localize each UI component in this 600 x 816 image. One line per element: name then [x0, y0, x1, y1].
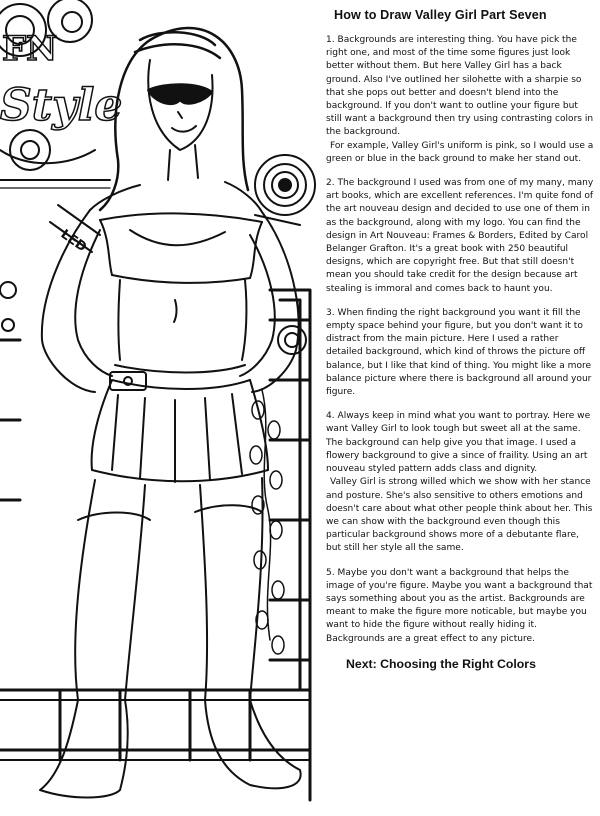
page-title: How to Draw Valley Girl Part Seven: [334, 8, 547, 22]
logo-lettering-style: Style: [0, 80, 123, 131]
armband-lettering: LED: [57, 226, 90, 256]
flower-vine: [250, 390, 284, 654]
paragraph-3: 3. When finding the right background you want it fill the empty space behind your figure, but you don't want it to distract from the main picture. Here I used a rather detailed background, which kind of throws the picture off balance, but I like that kind of thing. You might like a more balance picture where there is background all around your figure.: [326, 307, 592, 398]
paragraph-5: 5. Maybe you don't want a background that helps the image of you're figure. Maybe you want a background that says something about you as the artist. Backgrounds are meant to make the figure more noticable, but maybe you want to hide the figure without really hiding it. Backgrounds are a great effect to any picture.: [326, 567, 593, 644]
next-lesson-label: Next: Choosing the Right Colors: [346, 656, 536, 671]
spiral-ornament: [0, 155, 315, 354]
figure: [40, 28, 301, 797]
paragraph-4b: Valley Girl is strong willed which we show with her stance and posture. She's also sensitive to others emotions and doesn't care about what other people think about her. This we can show with the background even though this particular background shows more of a debutante flare, but still her style all the same.: [326, 477, 593, 554]
paragraph-2: 2. The background I used was from one of my many, many art books, which are excellent references. I'm quite fond of the art nouveau design and decided to use one of them in as the background, along with my logo. You can find the design in Art Nouveau: Frames & Borders, Edited by Carol Belanger Grafton. It's a great book with 250 beautiful designs, which are copyright free. But that still doesn't mean you should take credit for the design because art stealing is immoral and comes back to haunt you.: [326, 178, 594, 294]
article-text: [326, 8, 594, 671]
paragraph-1: 1. Backgrounds are interesting thing. You have pick the right one, and most of the time some figures just look better without them. But here Valley Girl has a back ground. Also I've outlined her silohette with a sharpie so that she pops out better and doesn't blend into the background. If you don't want to outline your figure but still want a background then try using contrasting colors in the background.: [326, 35, 594, 138]
paragraph-1b: For example, Valley Girl's uniform is pink, so I would use a green or blue in the back ground to make her stand out.: [326, 140, 594, 164]
paragraph-4: 4. Always keep in mind what you want to portray. Here we want Valley Girl to look tough but sweet all at the same. The background can help give you that image. I used a flowery background to give a since of fraility. Using an art nouveau styled pattern adds class and dignity.: [326, 411, 591, 475]
logo-lettering: FN: [2, 29, 58, 69]
lattice-background: [0, 290, 310, 800]
